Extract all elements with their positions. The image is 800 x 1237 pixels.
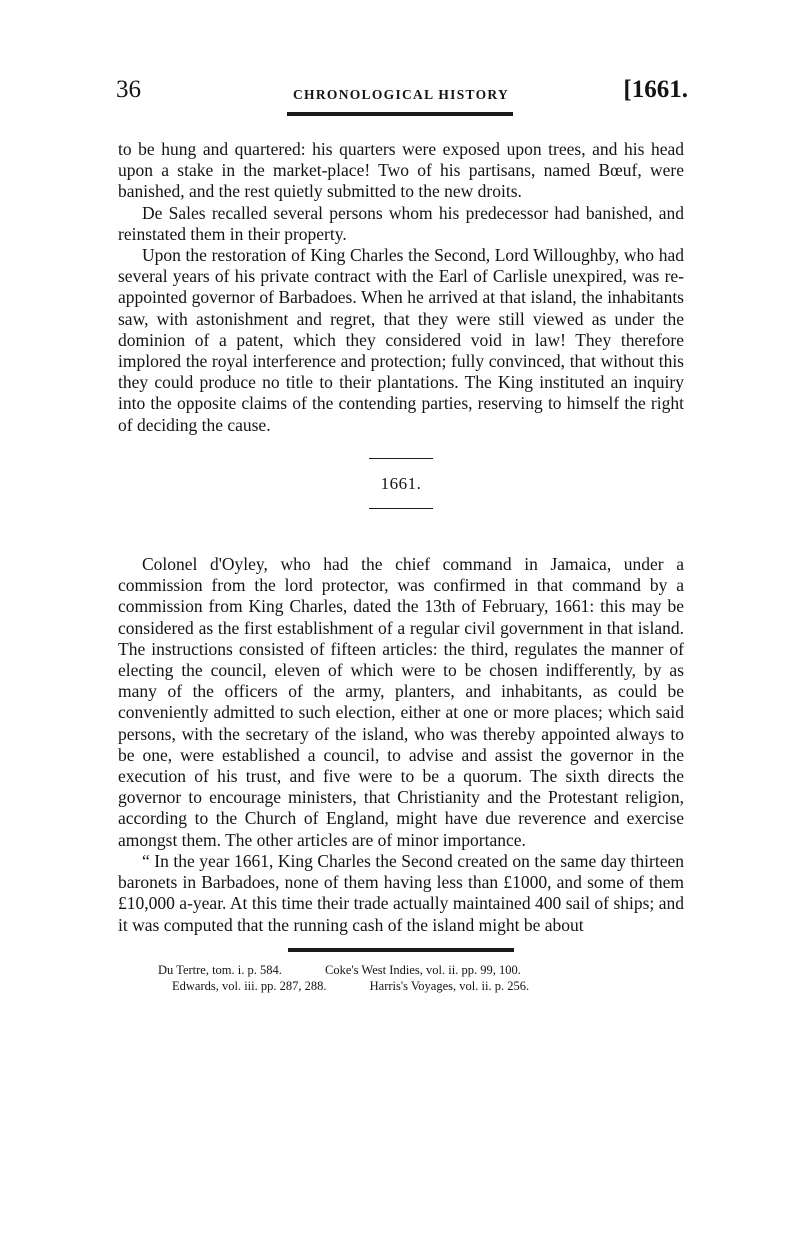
body-text — [118, 139, 684, 936]
footnote-citation: Du Tertre, tom. i. p. 584. — [158, 962, 282, 977]
footnote-rule — [288, 948, 514, 952]
page-header — [116, 76, 688, 110]
section-rule-bottom — [369, 508, 433, 509]
footnote-citation: Harris's Voyages, vol. ii. p. 256. — [369, 978, 530, 993]
paragraph: Colonel d'Oyley, who had the chief command in Jamaica, under a commission from the lord protector, was confirmed in that command by a commission from King Charles, dated the 13th of February, 1661: this may be considered as the first establishment of a regular civil government in that island. The instructions consisted of fifteen articles: the third, regulates the manner of electing the council, eleven of which were to be chosen indifferently, by as many of the officers of the army, planters, and inhabitants, as could be conveniently admitted to such election, either at one or more places; which said persons, with the secretary of the island, who was thereby appointed always to be one, were established a council, to advise and assist the governor in the execution of his trust, and five were to be a quorum. The sixth directs the governor to encourage ministers, that Christianity and the Protestant religion, according to the Church of England, might have due reverence and exercise amongst them. The other articles are of minor importance. — [118, 554, 684, 850]
header-year: [1661. — [623, 76, 688, 103]
section-rule-top — [369, 458, 433, 459]
paragraph: to be hung and quartered: his quarters were exposed upon trees, and his head upon a stake in the market-place! Two of his partisans, named Bœuf, were banished, and the rest quietly submitted to the new droits. — [118, 139, 684, 202]
running-head: CHRONOLOGICAL HISTORY — [293, 87, 509, 102]
section-body — [118, 554, 684, 936]
page-number: 36 — [116, 76, 141, 103]
page — [116, 76, 688, 994]
paragraph: De Sales recalled several persons whom his predecessor had banished, and reinstated them in their property. — [118, 202, 684, 244]
paragraph: “ In the year 1661, King Charles the Second created on the same day thirteen baronets in Barbadoes, none of them having less than £1000, and some of them £10,000 a-year. At this time their trade actually maintained 400 sail of ships; and it was computed that the running cash of the island might be about — [118, 850, 684, 935]
footnote-citation: Edwards, vol. iii. pp. 287, 288. — [172, 978, 327, 993]
section-heading: 1661. — [380, 473, 422, 493]
footnote-line — [158, 962, 684, 978]
header-rule — [287, 112, 513, 116]
footnotes — [118, 962, 684, 994]
paragraph: Upon the restoration of King Charles the Second, Lord Willoughby, who had several years of his private contract with the Earl of Carlisle unexpired, was re-appointed governor of Barbadoes. When he arrived at that island, the inhabitants saw, with astonishment and regret, that they were still viewed as under the dominion of a patent, which they considered void in law! They therefore implored the royal interference and protection; fully convinced, that without this they could produce no title to their plantations. The King instituted an inquiry into the opposite claims of the contending parties, reserving to himself the right of deciding the cause. — [118, 245, 684, 435]
section-break — [118, 458, 684, 509]
footnote-line — [158, 978, 684, 994]
footnote-citation: Coke's West Indies, vol. ii. pp. 99, 100. — [325, 962, 521, 977]
